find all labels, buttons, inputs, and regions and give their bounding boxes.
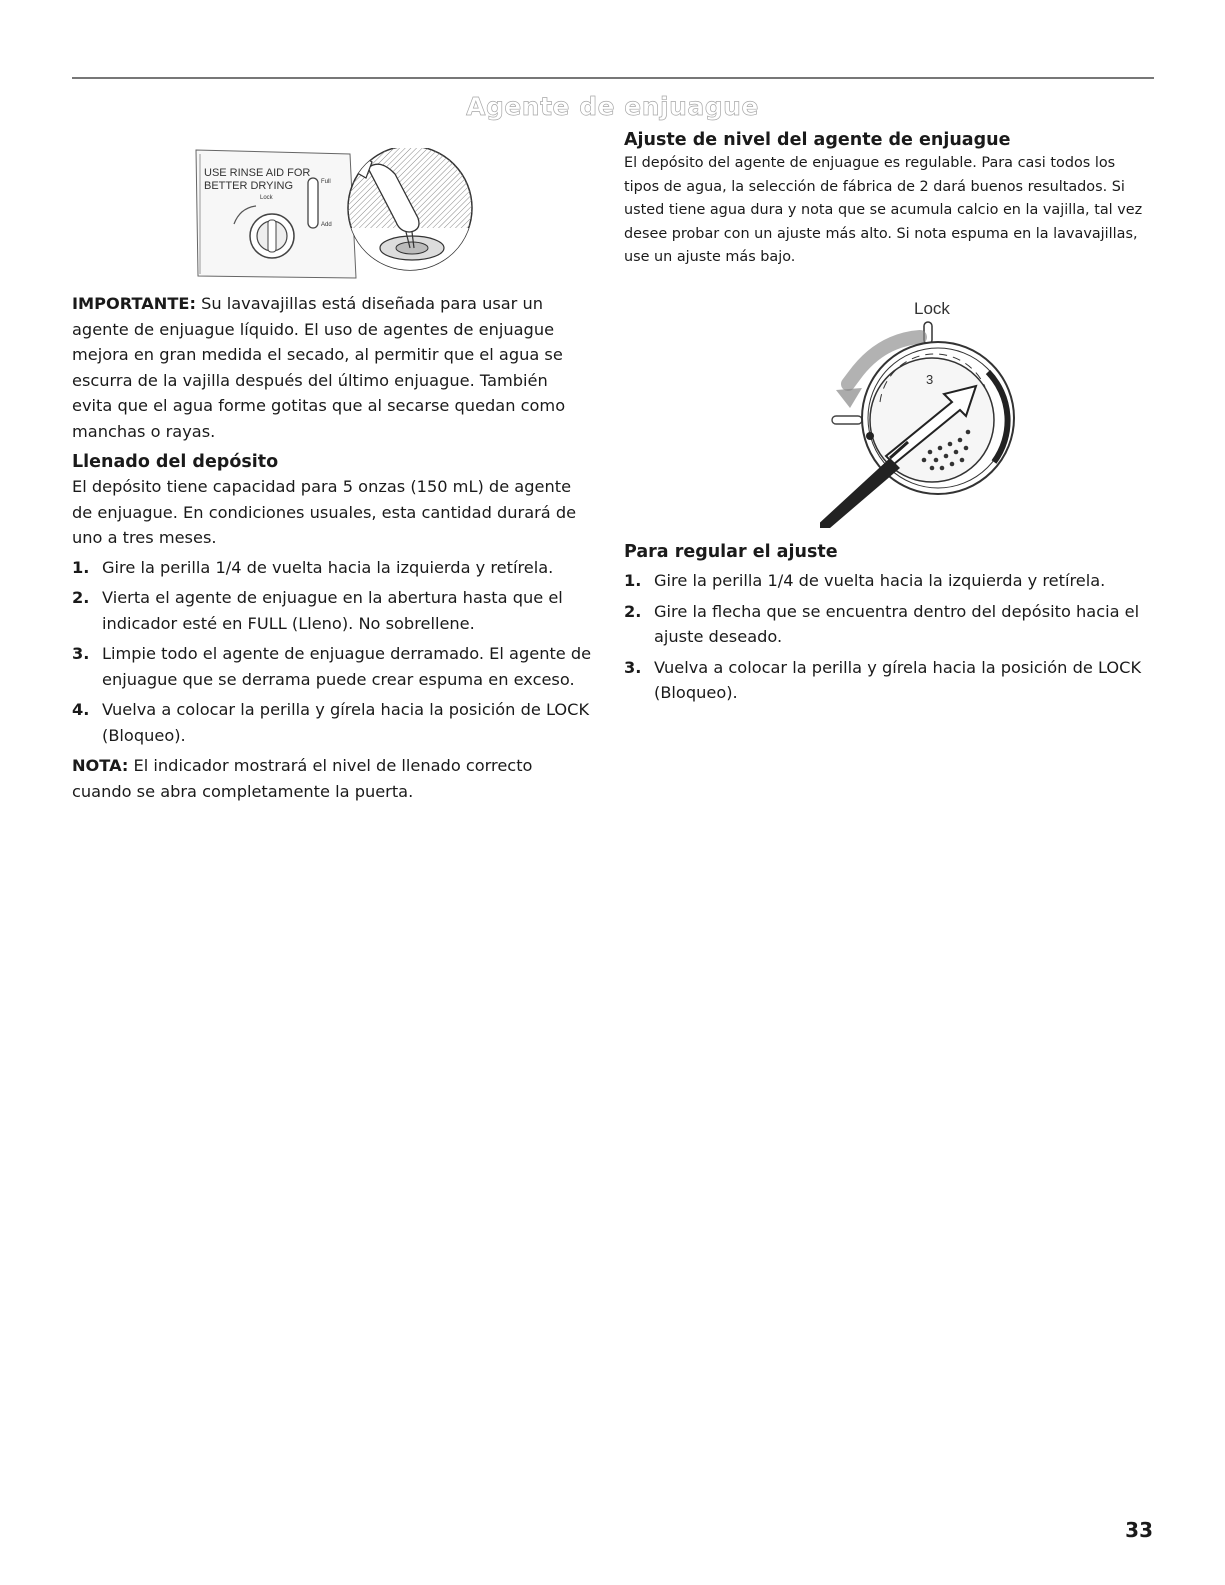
importante-label: IMPORTANTE: [72, 294, 196, 313]
nota-paragraph [72, 753, 592, 804]
list-item [72, 555, 592, 581]
adjust-paragraph: El depósito del agente de enjuague es regulable. Para casi todos los tipos de agua, la selección de fábrica de 2 dará buenos resultados. Si usted tiene agua dura y nota que se acumula calcio en la vajilla, tal vez desee probar con un ajuste más alto. Si nota espuma en la lavavajillas, use un ajuste más bajo. [624, 155, 1143, 265]
lock-label: Lock [914, 299, 950, 318]
list-item [624, 599, 1154, 650]
nota-text: El indicador mostrará el nivel de llenado correcto cuando se abra completamente la puerta. [72, 756, 533, 801]
importante-paragraph [72, 291, 592, 444]
fill-heading: Llenado del depósito [72, 452, 279, 472]
panel-text-line2: BETTER DRYING [204, 180, 294, 192]
page-title: Agente de enjuague [466, 92, 759, 121]
step-text: Gire la perilla 1/4 de vuelta hacia la izquierda y retírela. [102, 557, 554, 577]
fill-intro: El depósito tiene capacidad para 5 onzas (150 mL) de agente de enjuague. En condiciones usuales, esta cantidad durará de uno a tres meses. [72, 477, 577, 547]
right-column-bottom [624, 540, 1154, 711]
list-item [72, 697, 592, 748]
step-number: 1. [72, 557, 90, 577]
list-item [72, 641, 592, 692]
fill-steps-list [72, 555, 592, 749]
full-label: Full [321, 179, 331, 185]
step-number: 2. [72, 588, 90, 607]
step-text: Gire la flecha que se encuentra dentro del depósito hacia el ajuste deseado. [654, 601, 1140, 646]
step-text: Vuelva a colocar la perilla y gírela hacia la posición de LOCK (Bloqueo). [102, 700, 590, 745]
left-column [72, 291, 592, 804]
rinse-aid-dispenser-illustration [190, 148, 485, 280]
page-number: 33 [1125, 1518, 1153, 1542]
step-text: Vierta el agente de enjuague en la abertura hasta que el indicador esté en FULL (Lleno). No sobrellene. [102, 588, 563, 633]
dial-adjustment-illustration [820, 292, 1030, 528]
importante-text: Su lavavajillas está diseñada para usar un agente de enjuague líquido. El uso de agentes de enjuague mejora en gran medida el secado, al permitir que el agua se escurra de la vajilla después del último enjuague. También evita que el agua forme gotitas que al secarse quedan como manchas o rayas. [72, 294, 566, 441]
dial-number: 3 [926, 372, 934, 387]
step-number: 4. [72, 700, 90, 719]
step-number: 1. [624, 571, 642, 590]
top-rule [72, 77, 1154, 79]
step-text: Vuelva a colocar la perilla y gírela hacia la posición de LOCK (Bloqueo). [654, 657, 1142, 702]
list-item [72, 585, 592, 636]
panel-lock-label: Lock [260, 195, 273, 201]
regular-heading: Para regular el ajuste [624, 542, 838, 562]
step-text: Gire la perilla 1/4 de vuelta hacia la izquierda y retírela. [654, 571, 1106, 590]
adjust-heading: Ajuste de nivel del agente de enjuague [624, 130, 1011, 150]
right-column-top [624, 128, 1154, 270]
list-item [624, 568, 1154, 594]
list-item [624, 655, 1154, 706]
step-number: 2. [624, 601, 642, 621]
step-number: 3. [72, 644, 90, 663]
nota-label: NOTA: [72, 756, 129, 775]
panel-text-line1: USE RINSE AID FOR [204, 167, 311, 179]
step-number: 3. [624, 657, 642, 677]
step-text: Limpie todo el agente de enjuague derramado. El agente de enjuague que se derrama puede crear espuma en exceso. [102, 644, 592, 689]
add-label: Add [321, 222, 332, 228]
regular-steps-list [624, 568, 1154, 706]
